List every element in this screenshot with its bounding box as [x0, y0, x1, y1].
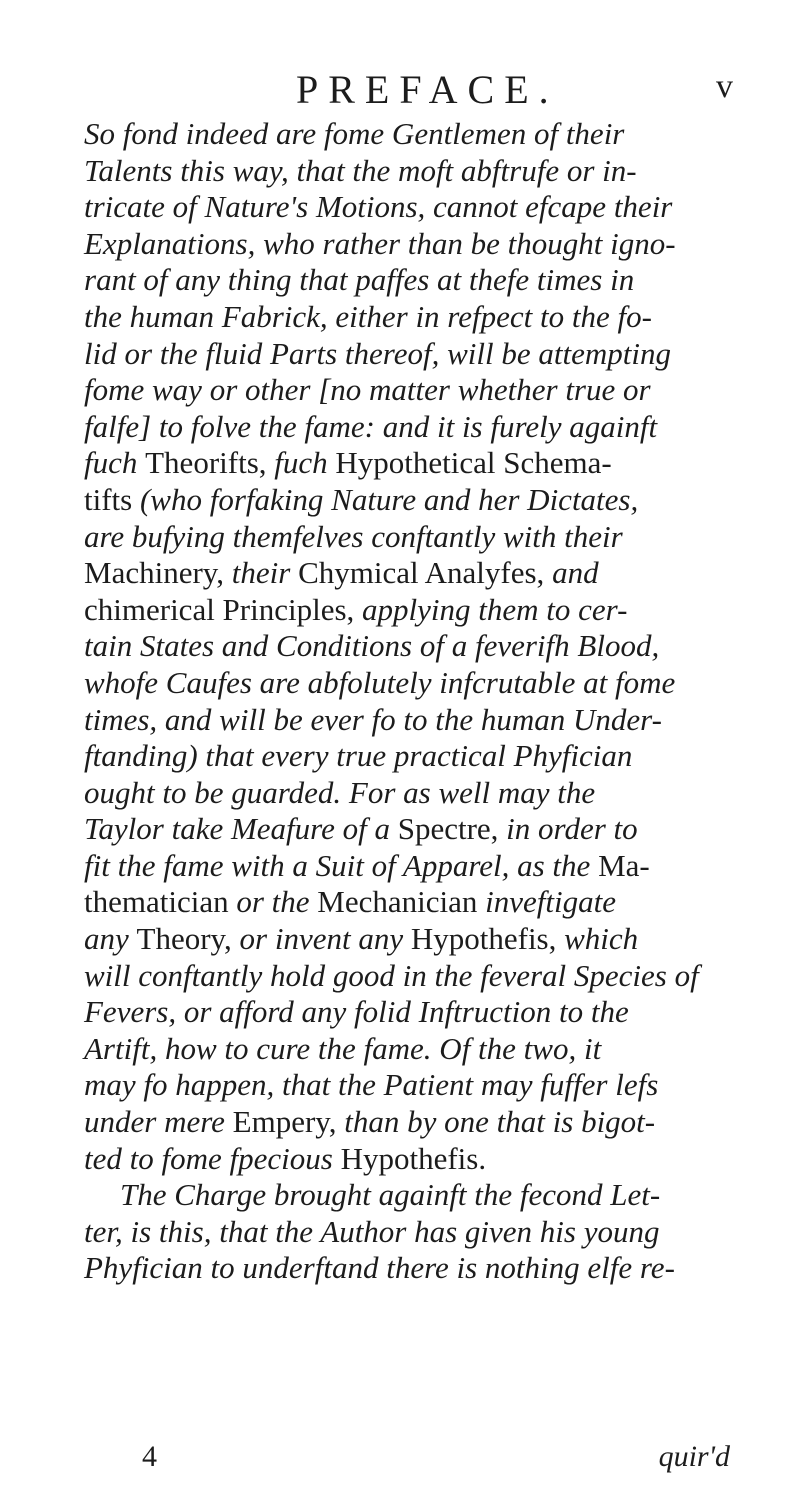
text-line	[84, 1177, 730, 1214]
text-line	[84, 226, 730, 263]
text-line	[84, 921, 730, 958]
italic-text: (who forfaking Nature and her Dictates,	[139, 481, 639, 517]
text-line	[84, 665, 730, 702]
text-line	[84, 848, 730, 885]
roman-text: Empery,	[232, 1104, 345, 1140]
roman-text: Theory,	[136, 921, 240, 957]
italic-text: in order to	[506, 811, 638, 847]
italic-text: fit the fame with a Suit of Apparel, as the	[84, 847, 599, 883]
italic-text: fome way or other [no matter whether true or	[84, 372, 651, 408]
text-line	[84, 336, 730, 373]
roman-text: Chymical Analyfes,	[298, 555, 553, 591]
italic-text: So fond indeed are fome Gentlemen of their	[84, 116, 625, 151]
text-line	[84, 1031, 730, 1068]
italic-text: times, and will be ever fo to the human Under-	[84, 701, 662, 737]
italic-text: and	[552, 555, 599, 591]
italic-text: may fo happen, that the Patient may fuffer lefs	[84, 1067, 659, 1103]
signature-mark: 4	[142, 1440, 157, 1473]
italic-text: their	[231, 555, 299, 591]
italic-text: Talents this way, that the moft abftrufe or in-	[84, 152, 637, 188]
roman-text: Hypothefis.	[340, 1140, 487, 1176]
italic-text: rant of any thing that paffes at thefe times in	[84, 262, 635, 298]
roman-text: Ma-	[598, 847, 650, 883]
italic-text: ted to fome fpecious	[84, 1140, 341, 1176]
running-header: PREFACE.	[296, 67, 559, 112]
text-line	[84, 1067, 730, 1104]
italic-text: Taylor take Meafure of a	[84, 811, 398, 847]
italic-text: tricate of Nature's Motions, cannot efcape their	[84, 189, 673, 225]
text-line	[84, 189, 730, 226]
text-line	[84, 1214, 730, 1251]
text-line	[84, 372, 730, 409]
roman-text: thematician	[84, 884, 237, 920]
text-line	[84, 994, 730, 1031]
roman-text: Spectre,	[397, 811, 507, 847]
text-line	[84, 299, 730, 336]
preface-body-text	[84, 116, 730, 1287]
text-line	[84, 555, 730, 592]
italic-text: fuch	[274, 445, 336, 481]
text-line	[84, 409, 730, 446]
roman-text: tifts	[84, 481, 140, 517]
text-line	[84, 482, 730, 519]
roman-text: Machinery,	[84, 555, 232, 591]
roman-text: Hypothetical Schema-	[335, 445, 612, 481]
roman-text: Mechanician	[317, 884, 486, 920]
text-line	[84, 628, 730, 665]
page-number: v	[716, 68, 733, 105]
text-line	[84, 884, 730, 921]
italic-text: tain States and Conditions of a feverifh Blood,	[84, 628, 660, 664]
italic-text: lid or the fluid Parts thereof, will be attempting	[84, 335, 671, 371]
italic-text: than by one that is bigot-	[344, 1104, 656, 1140]
italic-text: applying them to cer-	[362, 591, 628, 627]
italic-text: any	[84, 921, 137, 957]
text-line	[84, 592, 730, 629]
italic-text: or the	[236, 884, 318, 920]
catchword: quir'd	[658, 1440, 730, 1473]
italic-text: Phyfician to underftand there is nothing elfe re-	[84, 1250, 675, 1286]
text-line	[84, 1141, 730, 1178]
text-line	[84, 702, 730, 739]
italic-text: whofe Caufes are abfolutely infcrutable at fome	[84, 664, 676, 700]
roman-text: Hypothefis,	[410, 921, 565, 957]
text-line	[84, 738, 730, 775]
italic-text: inveftigate	[485, 884, 616, 920]
italic-text: ought to be guarded. For as well may the	[84, 774, 596, 810]
text-line	[84, 262, 730, 299]
text-line	[84, 153, 730, 190]
italic-text: Artift, how to cure the fame. Of the two, it	[84, 1030, 602, 1066]
italic-text: Fevers, or afford any folid Inftruction to the	[84, 994, 629, 1030]
italic-text: Explanations, who rather than be thought igno-	[84, 225, 676, 261]
text-line	[84, 519, 730, 556]
text-line	[84, 1104, 730, 1141]
text-line	[84, 116, 730, 153]
italic-text: are bufying themfelves conftantly with their	[84, 518, 623, 554]
italic-text: will conftantly hold good in the feveral Species of	[84, 957, 699, 993]
italic-text: fuch	[84, 445, 146, 481]
text-line	[84, 445, 730, 482]
italic-text: under mere	[84, 1104, 233, 1140]
italic-text: which	[564, 921, 639, 957]
roman-text: Theorifts,	[145, 445, 275, 481]
italic-text: falfe] to folve the fame: and it is furely againft	[84, 408, 658, 444]
italic-text: ftanding) that every true practical Phyfician	[84, 738, 633, 774]
italic-text: ter, is this, that the Author has given his young	[84, 1213, 660, 1249]
roman-text: chimerical Principles,	[84, 591, 363, 627]
text-line	[84, 1250, 730, 1287]
catchline	[84, 1440, 730, 1476]
text-line	[84, 958, 730, 995]
italic-text: or invent any	[239, 921, 411, 957]
text-line	[84, 775, 730, 812]
italic-text: the human Fabrick, either in refpect to the fo-	[84, 298, 652, 334]
text-line	[84, 811, 730, 848]
italic-text: The Charge brought againft the fecond Let-	[120, 1177, 661, 1213]
